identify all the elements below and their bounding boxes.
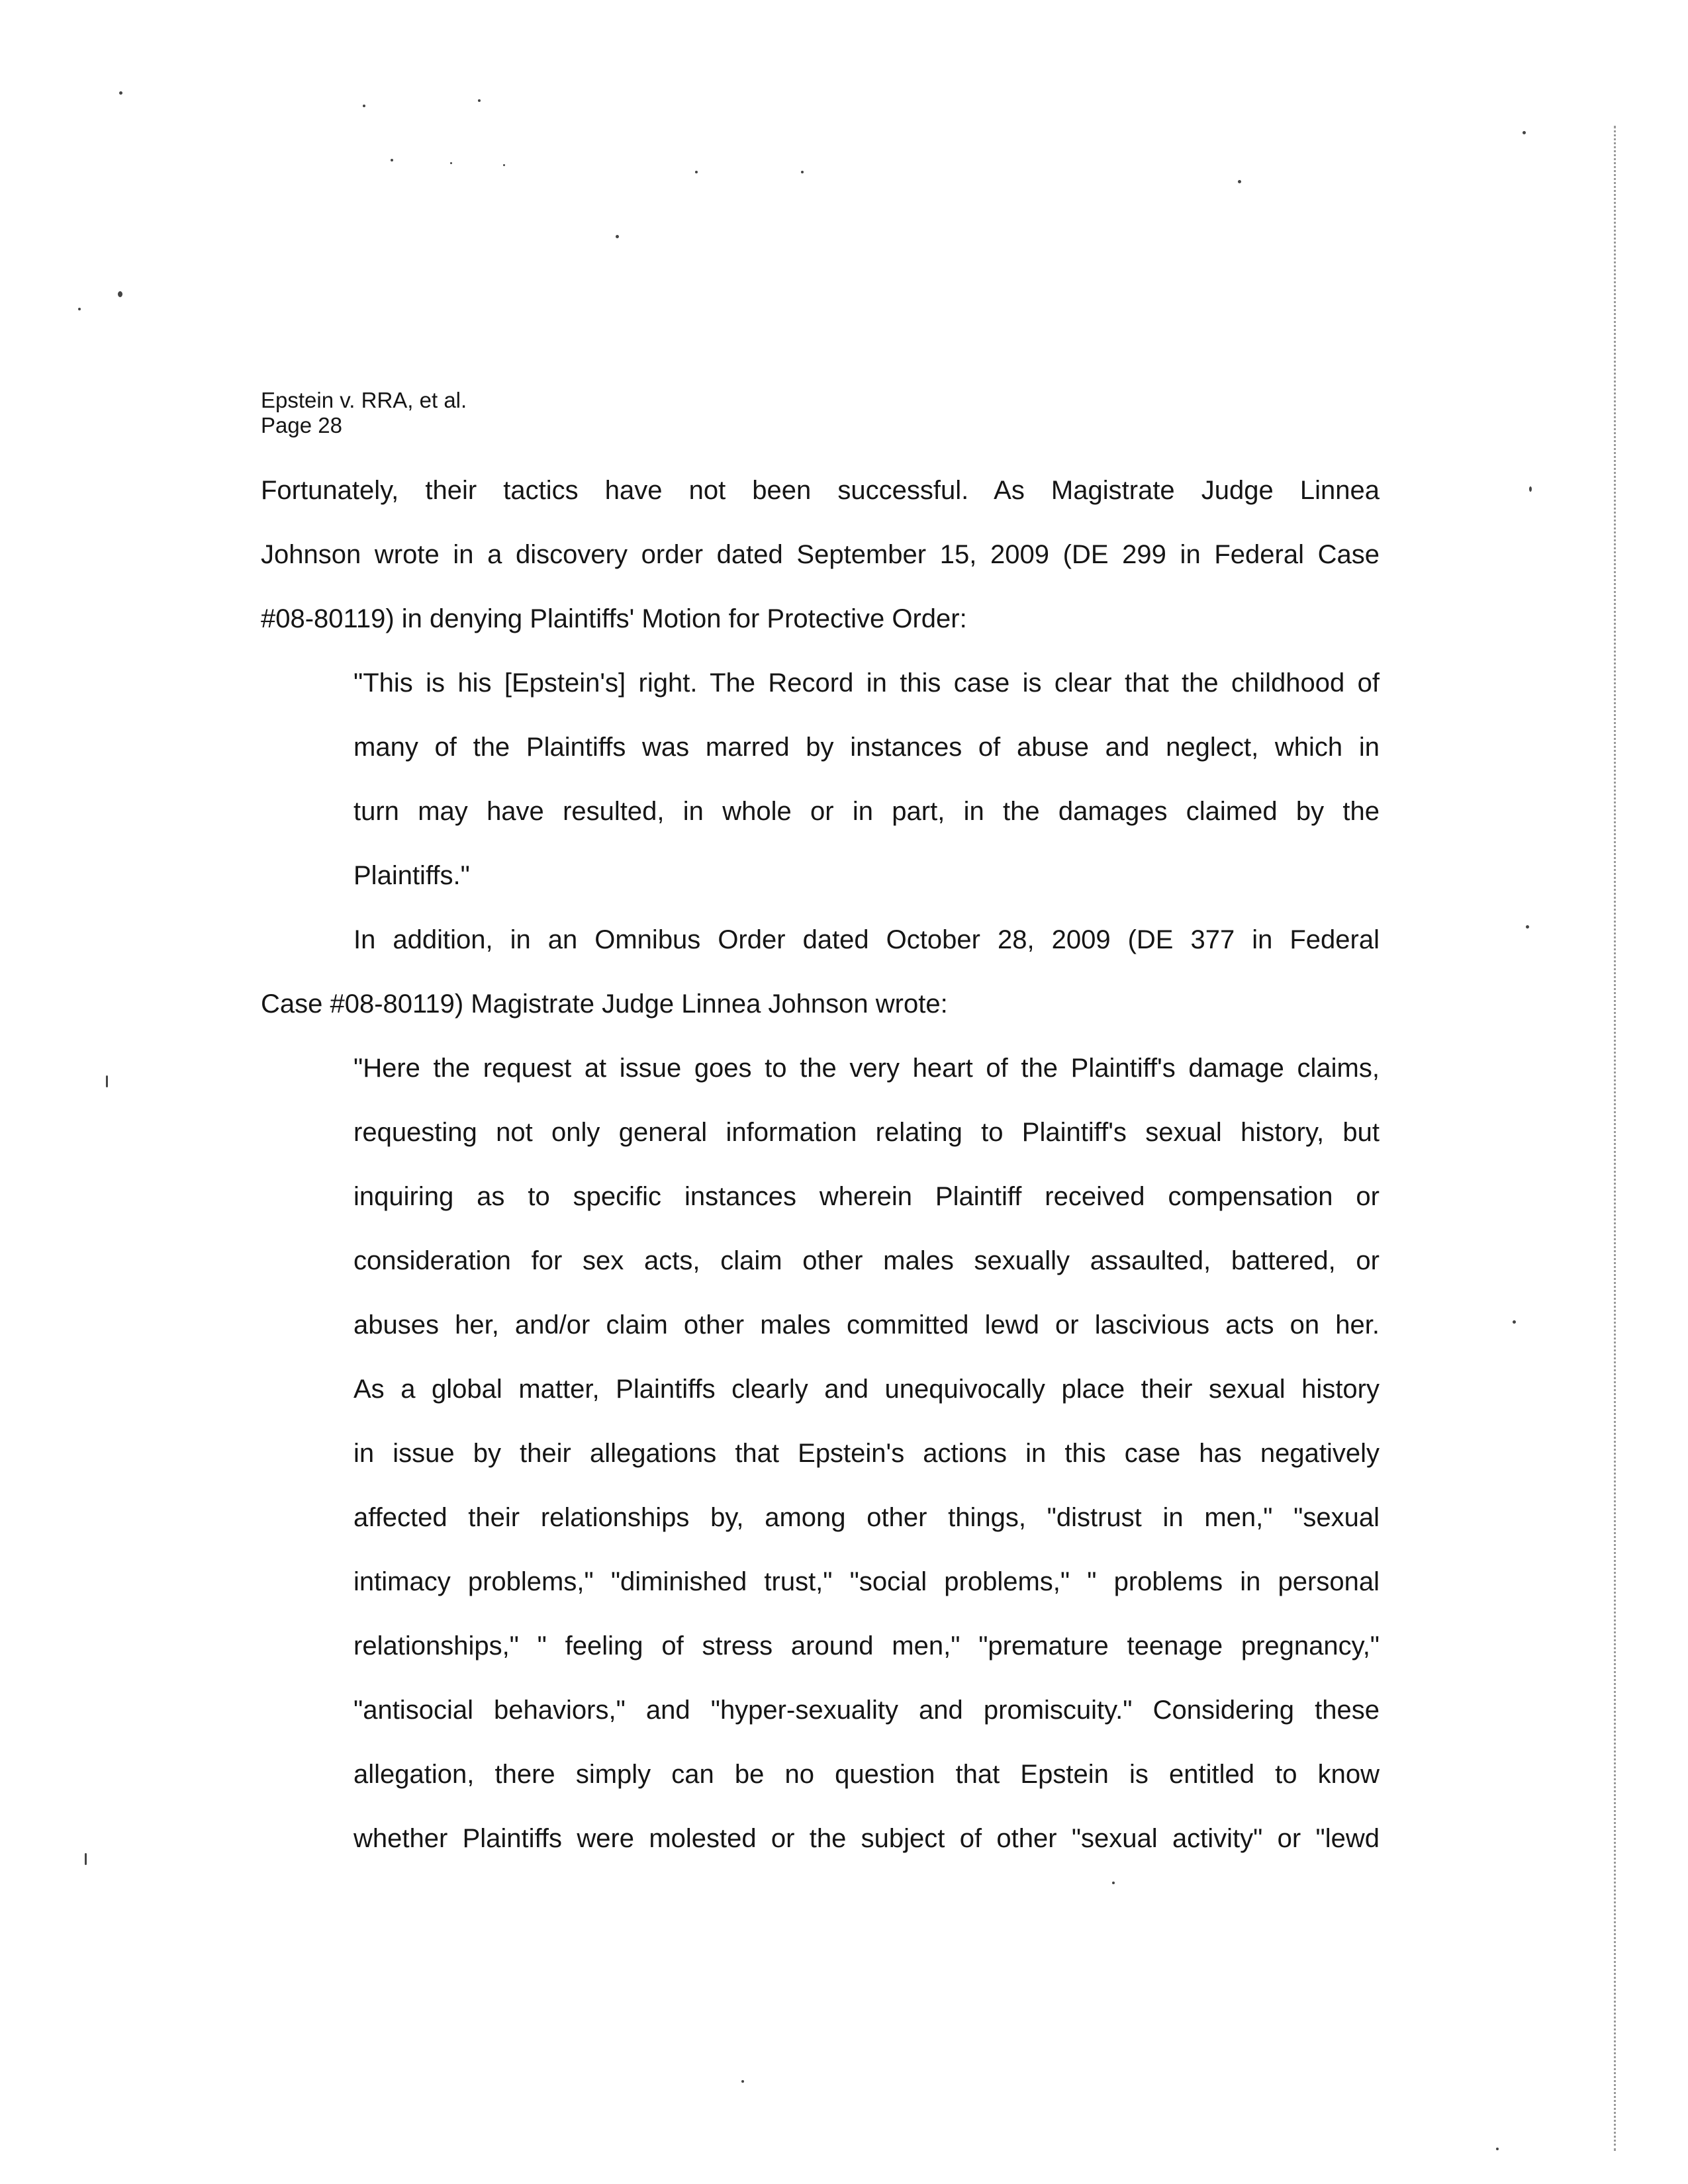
page-number: Page 28: [261, 413, 342, 437]
scan-speck: [119, 91, 122, 95]
case-caption: Epstein v. RRA, et al.: [261, 388, 467, 412]
scan-speck: [616, 235, 619, 238]
text-line: "This is his [Epstein's] right. The Record in this case is clear that the childhood of: [353, 668, 1380, 698]
scan-speck: [801, 171, 804, 173]
scan-speck: [1496, 2148, 1499, 2150]
paragraph: [261, 923, 1380, 1051]
text-line: whether Plaintiffs were molested or the subject of other "sexual activity" or "lewd: [353, 1824, 1380, 1853]
text-line: Johnson wrote in a discovery order dated September 15, 2009 (DE 299 in Federal Case: [261, 540, 1380, 569]
scan-speck: [478, 99, 481, 102]
text-line: Fortunately, their tactics have not been successful. As Magistrate Judge Linnea: [261, 476, 1380, 505]
page-header: [261, 388, 467, 438]
scan-speck: [695, 171, 698, 173]
scan-speck: [363, 105, 365, 107]
scan-speck: [391, 159, 393, 161]
block-quote: [261, 666, 1380, 923]
scan-speck: [1523, 131, 1526, 134]
text-line: As a global matter, Plaintiffs clearly and unequivocally place their sexual history: [353, 1375, 1380, 1404]
text-line: Plaintiffs.": [353, 861, 470, 890]
scan-edge-mark: [1614, 126, 1616, 2151]
text-line: turn may have resulted, in whole or in part, in the damages claimed by the: [353, 797, 1380, 826]
scan-speck: [118, 291, 122, 297]
text-line: abuses her, and/or claim other males committed lewd or lascivious acts on her.: [353, 1310, 1380, 1340]
body-text: [261, 473, 1380, 1886]
scan-speck: [1238, 180, 1241, 183]
scan-speck: [1526, 925, 1529, 929]
text-line: requesting not only general information relating to Plaintiff's sexual history, but: [353, 1118, 1380, 1147]
scan-speck: [78, 308, 81, 310]
scan-speck: [1529, 486, 1532, 492]
scan-speck: [1513, 1320, 1516, 1324]
text-line: intimacy problems," "diminished trust," "social problems," " problems in personal: [353, 1567, 1380, 1596]
paragraph: [261, 473, 1380, 666]
text-line: In addition, in an Omnibus Order dated October 28, 2009 (DE 377 in Federal: [353, 925, 1380, 954]
block-quote: [261, 1051, 1380, 1886]
text-line: allegation, there simply can be no question that Epstein is entitled to know: [353, 1760, 1380, 1789]
text-line: affected their relationships by, among other things, "distrust in men," "sexual: [353, 1503, 1380, 1532]
text-line: in issue by their allegations that Epstein's actions in this case has negatively: [353, 1439, 1380, 1468]
scan-speck: [85, 1853, 87, 1865]
text-line: relationships," " feeling of stress around men," "premature teenage pregnancy,": [353, 1631, 1380, 1661]
scan-speck: [106, 1075, 108, 1087]
text-line: inquiring as to specific instances wherein Plaintiff received compensation or: [353, 1182, 1380, 1211]
text-line: consideration for sex acts, claim other males sexually assaulted, battered, or: [353, 1246, 1380, 1275]
text-line: #08-80119) in denying Plaintiffs' Motion for Protective Order:: [261, 604, 967, 633]
text-line: "Here the request at issue goes to the very heart of the Plaintiff's damage claims,: [353, 1054, 1380, 1083]
text-line: "antisocial behaviors," and "hyper-sexuality and promiscuity." Considering these: [353, 1696, 1380, 1725]
scan-speck: [741, 2080, 744, 2083]
scan-speck: [450, 162, 452, 164]
text-line: many of the Plaintiffs was marred by instances of abuse and neglect, which in: [353, 733, 1380, 762]
text-line: Case #08-80119) Magistrate Judge Linnea Johnson wrote:: [261, 989, 948, 1019]
scan-speck: [503, 164, 505, 166]
